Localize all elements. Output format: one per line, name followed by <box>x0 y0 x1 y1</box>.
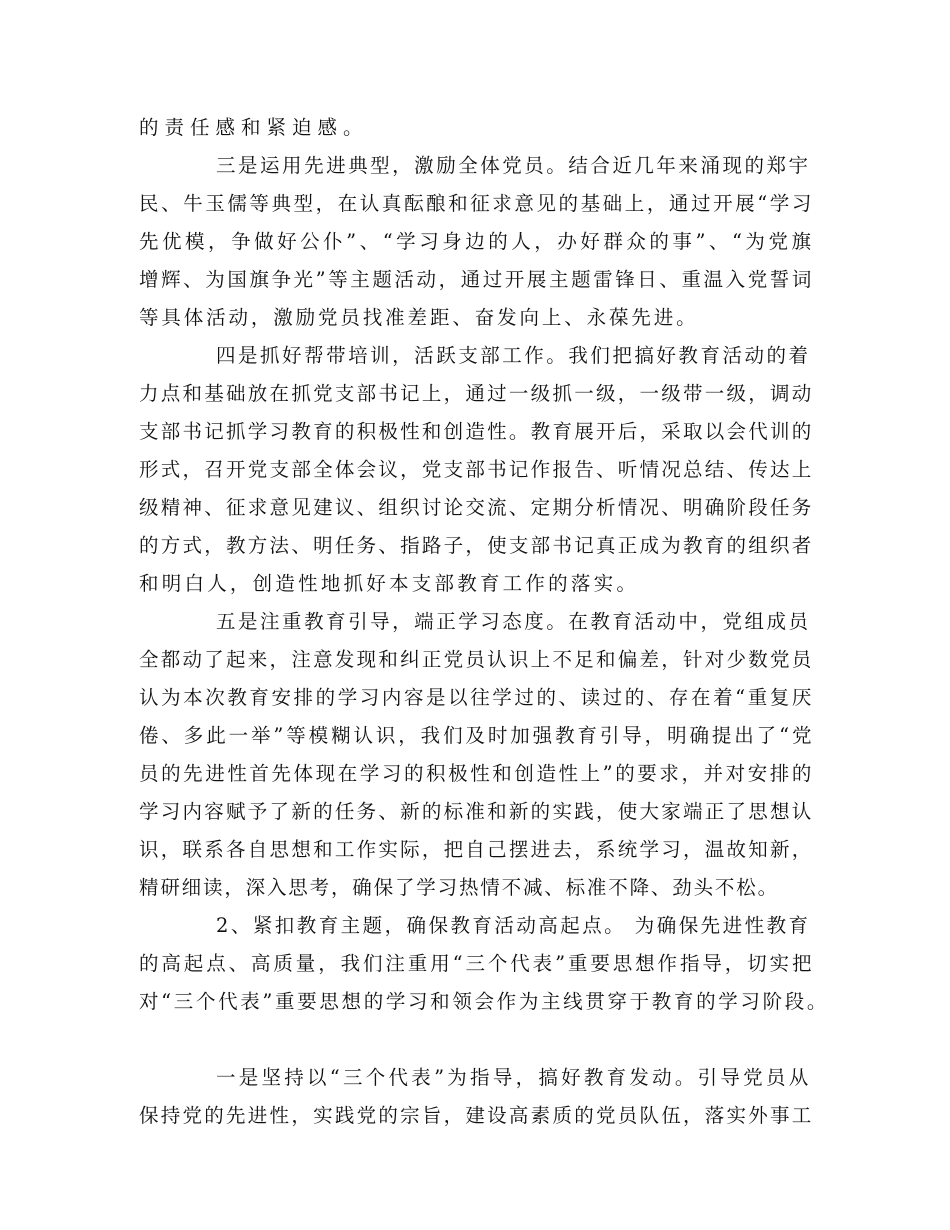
text-line: 认为本次教育安排的学习内容是以往学过的、读过的、存在着“重复厌 <box>139 686 814 709</box>
paragraph-start: 2、紧扣教育主题，确保教育活动高起点。 为确保先进性教育 <box>216 914 811 937</box>
text-line: 的责任感和紧迫感。 <box>139 116 369 139</box>
text-line: 支部书记抓学习教育的积极性和创造性。教育展开后，采取以会代训的 <box>139 420 814 443</box>
paragraph-start: 三是运用先进典型，激励全体党员。结合近几年来涌现的郑宇 <box>216 154 811 177</box>
text-line: 全都动了起来，注意发现和纠正党员认识上不足和偏差，针对少数党员 <box>139 648 814 671</box>
text-line: 精研细读，深入思考，确保了学习热情不减、标准不降、劲头不松。 <box>139 876 779 899</box>
paragraph-start: 四是抓好帮带培训，活跃支部工作。我们把搞好教育活动的着 <box>216 344 811 367</box>
text-line: 学习内容赋予了新的任务、新的标准和新的实践，使大家端正了思想认 <box>139 800 814 823</box>
text-line: 和明白人，创造性地抓好本支部教育工作的落实。 <box>139 572 640 595</box>
text-line: 的高起点、高质量，我们注重用“三个代表”重要思想作指导，切实把 <box>139 952 815 975</box>
text-line: 保持党的先进性，实践党的宗旨，建设高素质的党员队伍，落实外事工 <box>139 1104 814 1127</box>
paragraph-start: 一是坚持以“三个代表”为指导，搞好教育发动。引导党员从 <box>216 1066 812 1089</box>
text-line: 增辉、为国旗争光”等主题活动，通过开展主题雷锋日、重温入党誓词 <box>139 268 814 291</box>
text-line: 力点和基础放在抓党支部书记上，通过一级抓一级，一级带一级，调动 <box>139 382 814 405</box>
text-line: 倦、多此一举”等模糊认识，我们及时加强教育引导，明确提出了“党 <box>139 724 815 747</box>
text-line: 民、牛玉儒等典型，在认真酝酿和征求意见的基础上，通过开展“学习 <box>139 192 814 215</box>
text-line: 等具体活动，激励党员找准差距、奋发向上、永葆先进。 <box>139 306 699 329</box>
text-line: 先优模，争做好公仆”、“学习身边的人，办好群众的事”、“为党旗 <box>139 230 815 253</box>
text-line: 的方式，教方法、明任务、指路子，使支部书记真正成为教育的组织者 <box>139 534 814 557</box>
text-line: 识，联系各自思想和工作实际，把自己摆进去，系统学习，温故知新， <box>139 838 814 861</box>
text-line: 员的先进性首先体现在学习的积极性和创造性上”的要求，并对安排的 <box>139 762 814 785</box>
text-line: 形式，召开党支部全体会议，党支部书记作报告、听情况总结、传达上 <box>139 458 814 481</box>
text-line: 对“三个代表”重要思想的学习和领会作为主线贯穿于教育的学习阶段。 <box>139 990 830 1013</box>
paragraph-start: 五是注重教育引导，端正学习态度。在教育活动中，党组成员 <box>216 610 811 633</box>
text-line: 级精神、征求意见建议、组织讨论交流、定期分析情况、明确阶段任务 <box>139 496 814 519</box>
